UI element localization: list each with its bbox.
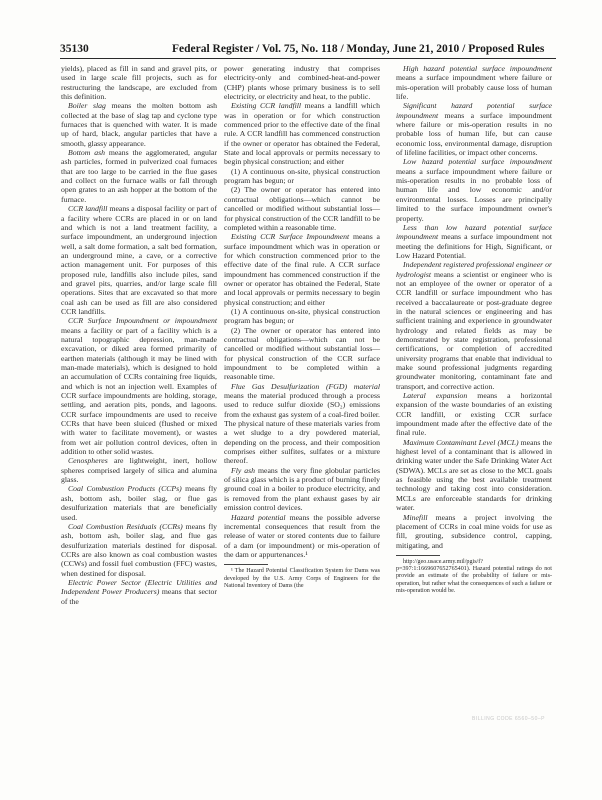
running-title: Federal Register / Vol. 75, No. 118 / Monday, June 21, 2010 / Proposed Rules	[172, 43, 545, 55]
list-item: (2) The owner or operator has entered into contractual obligations—which can not be cancelled or modified without substantial loss—for physical construction of the CCR surface impoundment to be completed within a reasonable time.	[224, 325, 380, 382]
definition-ccps: Coal Combustion Products (CCPs) means fly ash, bottom ash, boiler slag, or flue gas desulfurization materials that are beneficially used.	[61, 484, 217, 522]
footnote: ¹ The Hazard Potential Classification System for Dams was developed by the U.S. Army Corps of Engineers for the National Inventory of Dams (the	[224, 568, 380, 589]
definition-hazard-potential: Hazard potential means the possible adverse incremental consequences that result from the release of water or stored contents due to failure of a dam (or impoundment) or mis-operation of the dam or appurtenances.¹	[224, 512, 380, 559]
definition-ccrs: Coal Combustion Residuals (CCRs) means fly ash, bottom ash, boiler slag, and flue gas desulfurization materials destined for disposal. CCRs are also known as coal combustion wastes (CCWs) and fossil fuel combustion (FFC) wastes, when destined for disposal.	[61, 521, 217, 578]
definition-mcl: Maximum Contaminant Level (MCL) means the highest level of a contaminant that is allowed in drinking water under the Safe Drinking Water Act (SDWA). MCLs are set as close to the MCL goals as feasible using the best available treatment technology and taking cost into consideration. MCLs are enforceable standards for drinking water.	[396, 437, 552, 513]
definition-fly-ash: Fly ash means the very fine globular particles of silica glass which is a product of burning finely ground coal in a boiler to produce electricity, and is removed from the plant exhaust gases by air emission control devices.	[224, 465, 380, 513]
definition-ccr-surface-impoundment: CCR Surface Impoundment or impoundment means a facility or part of a facility which is a natural topographic depression, man-made excavation, or diked area formed primarily of earthen materials (although it may be lined with man-made materials), which is designed to hold an accumulation of CCRs containing free liquids, and which is not an injection well. Examples of CCR surface impoundments are holding, storage, settling, and aeration pits, ponds, and lagoons. CCR surface impoundments are used to receive CCRs that have been sluiced (flushed or mixed with water to facilitate movement), or wastes from wet air pollution control devices, often in addition to other solid wastes.	[61, 316, 217, 457]
footnote-rule	[224, 564, 268, 565]
definition-existing-ccr-surface-impoundment: Existing CCR Surface Impoundment means a surface impoundment which was in operation or for which construction commenced prior to the effective date of the final rule. A CCR surface impoundment has commenced construction if the owner or operator has obtained the Federal, State and local approvals or permits necessary to begin physical construction; and either	[224, 232, 380, 307]
definition-fgd-material: Flue Gas Desulfurization (FGD) material means the material produced through a process used to reduce sulfur dioxide (SO₂) emissions from the exhaust gas system of a coal-fired boiler. The physical nature of these materials varies from a wet sludge to a dry powdered material, depending on the process, and their composition comprises either sulfites, sulfates or a mixture thereof.	[224, 381, 380, 466]
definition-less-than-low-hazard: Less than low hazard potential surface impoundment means a surface impoundment not meeting the definitions for High, Significant, or Low Hazard Potential.	[396, 222, 552, 260]
definition-high-hazard: High hazard potential surface impoundment means a surface impoundment where failure or mis-operation will probably cause loss of human life.	[396, 64, 552, 102]
definition-boiler-slag: Boiler slag means the molten bottom ash collected at the base of slag tap and cyclone type furnaces that is quenched with water. It is made up of hard, black, angular particles that have a smooth, glassy appearance.	[61, 101, 217, 148]
column-2	[224, 64, 380, 590]
definition-existing-ccr-landfill: Existing CCR landfill means a landfill which was in operation or for which construction commenced prior to the effective date of the final rule. A CCR landfill has commenced construction if the owner or operator has obtained the Federal, State and local approvals or permits necessary to begin physical construction; and either	[224, 101, 380, 167]
definition-bottom-ash: Bottom ash means the agglomerated, angular ash particles, formed in pulverized coal furnaces that are too large to be carried in the flue gases and collect on the furnace walls or fall through open grates to an ash hopper at the bottom of the furnace.	[61, 148, 217, 204]
footnote-rule	[396, 555, 440, 556]
paragraph: yields), placed as fill in sand and gravel pits, or used in large scale fill projects, such as for restructuring the landscape, are excluded from this definition.	[61, 64, 217, 102]
page-header	[60, 43, 552, 57]
footnote-continued: http://geo.usace.army.mil/pgis/f?p=397:1:1669607652765401). Hazard potential ratings do not provide an estimate of the probability of failure or mis-operation, but rather what the consequences of such a failure or mis-operation would be.	[396, 558, 552, 595]
page-number: 35130	[60, 43, 89, 55]
definition-electric-power-sector: Electric Power Sector (Electric Utilities and Independent Power Producers) means that sector of the	[61, 577, 217, 606]
column-1	[61, 64, 217, 606]
definition-significant-hazard: Significant hazard potential surface impoundment means a surface impoundment where failure or mis-operation results in no probable loss of human life, but can cause economic loss, environmental damage, disruption of lifeline facilities, or impact other concerns.	[396, 101, 552, 158]
header-rule	[60, 58, 556, 59]
list-item: (1) A continuous on-site, physical construction program has begun; or	[224, 306, 380, 326]
list-item: (2) The owner or operator has entered into contractual obligations—which cannot be cancelled or modified without substantial loss—for physical construction of the CCR landfill to be completed within a reasonable time.	[224, 185, 380, 232]
column-3	[396, 64, 552, 595]
billing-code: BILLING CODE 6560–50–P	[472, 716, 545, 722]
definition-ccr-landfill: CCR landfill means a disposal facility or part of a facility where CCRs are placed in or on land and which is not a land treatment facility, a surface impoundment, an underground injection well, a salt dome formation, a salt bed formation, an underground mine, a cave, or a corrective action management unit. For purposes of this proposed rule, landfills also include piles, sand and gravel pits, quarries, and/or large scale fill operations. Sites that are excavated so that more coal ash can be used as fill are also considered CCR landfills.	[61, 204, 217, 316]
definition-minefill: Minefill means a project involving the placement of CCRs in coal mine voids for use as fill, grouting, subsidence control, capping, mitigating, and	[396, 512, 552, 550]
definition-low-hazard: Low hazard potential surface impoundment means a surface impoundment where failure or mis-operation results in no probable loss of human life and low economic and/or environmental losses. Losses are principally limited to the surface impoundment owner's property.	[396, 157, 552, 223]
definition-independent-engineer: Independent registered professional engineer or hydrologist means a scientist or engineer who is not an employee of the owner or operator of a CCR landfill or surface impoundment who has received a baccalaureate or post-graduate degree in the natural sciences or engineering and has sufficient training and experience in groundwater hydrology and related fields as may be demonstrated by state registration, professional certifications, or completion of accredited university programs that enable that individual to make sound professional judgments regarding groundwater monitoring, contaminant fate and transport, and corrective action.	[396, 260, 552, 391]
definition-cenospheres: Cenospheres are lightweight, inert, hollow spheres comprised largely of silica and alumina glass.	[61, 456, 217, 485]
paragraph: power generating industry that comprises electricity-only and combined-heat-and-power (CHP) plants whose primary business is to sell electricity, or electricity and heat, to the public.	[224, 64, 380, 102]
definition-lateral-expansion: Lateral expansion means a horizontal expansion of the waste boundaries of an existing CCR landfill, or existing CCR surface impoundment made after the effective date of the final rule.	[396, 391, 552, 438]
list-item: (1) A continuous on-site, physical construction program has begun; or	[224, 166, 380, 186]
